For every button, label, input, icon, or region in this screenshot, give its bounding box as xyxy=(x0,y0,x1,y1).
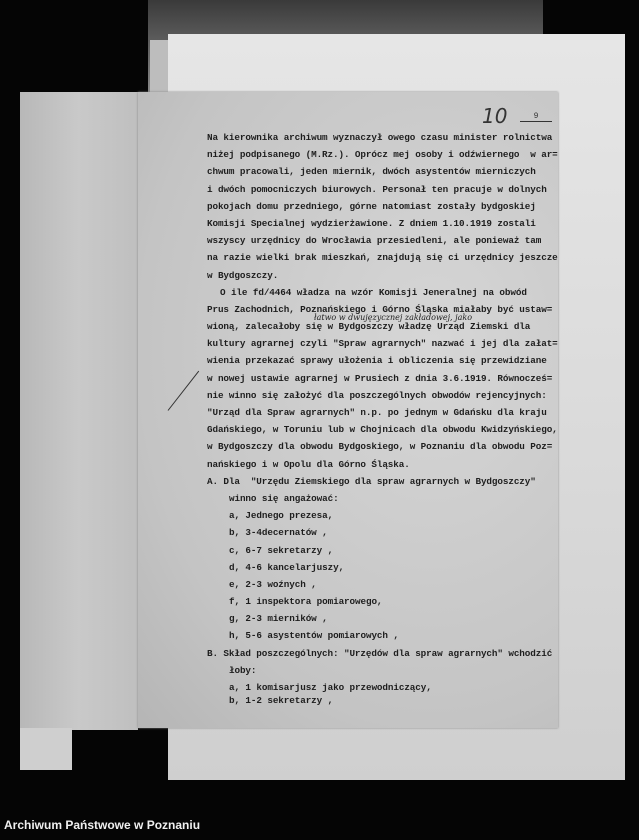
text-line: "Urząd dla Spraw agrarnych" n.p. po jednym w Gdańsku dla kraju xyxy=(207,407,547,418)
text-line: i dwóch pomocniczych biurowych. Personał ten pracuje w dolnych xyxy=(207,183,547,195)
text-line: Prus Zachodnich, Poznańskiego i Górno Śląska miałaby być ustaw= xyxy=(207,303,553,315)
text-line: Na kierownika archiwum wyznaczył owego czasu minister rolnictwa xyxy=(207,132,553,143)
list-item: c, 6-7 sekretarzy , xyxy=(229,544,334,556)
section-a-intro: winno się angażować: xyxy=(229,492,339,504)
text-line: w nowej ustawie agrarnej w Prusiech z dnia 3.6.1919. Równocześ= xyxy=(207,372,553,384)
text-line: chwum pracowali, jeden miernik, dwóch asystentów mierniczych xyxy=(207,166,536,178)
folio-number: 10 xyxy=(482,104,508,128)
text-line: pokojach domu przedniego, górne natomiast zostały bydgoskiej xyxy=(207,200,536,212)
handwritten-insertion: łatwo w dwujęzycznej zakładowej, jako xyxy=(314,313,473,322)
list-item: a, Jednego prezesa, xyxy=(229,510,334,522)
text-line: Gdańskiego, w Toruniu lub w Chojnicach dla obwodu Kwidzyńskiego, xyxy=(207,424,558,436)
text-line: nie winno się założyć dla poszczególnych obwodów rejencyjnych: xyxy=(207,389,547,401)
text-line: w Bydgoszczy. xyxy=(207,269,279,281)
text-line: wioną, zalecałoby się w Bydgoszczy władzę Urząd Ziemski dla xyxy=(207,321,531,333)
archive-caption: Archiwum Państwowe w Poznaniu xyxy=(4,818,201,832)
section-b-heading: B. Skład poszczególnych: "Urzędów dla spraw agrarnych" wchodzić xyxy=(207,647,553,659)
list-item: g, 2-3 mierników , xyxy=(229,613,328,625)
text-line: wszyscy urzędnicy do Wrocławia przesiedleni, ale ponieważ tam xyxy=(207,235,542,247)
folio-secondary: 9 xyxy=(520,112,552,122)
text-line: na razie wielki brak mieszkań, znajdują się ci urzędnicy jeszcze xyxy=(207,252,558,264)
text-line: w Bydgoszczy dla obwodu Bydgoskiego, w Poznaniu dla obwodu Poz= xyxy=(207,441,553,453)
left-page xyxy=(20,92,138,730)
list-item: b, 3-4decernatów , xyxy=(229,527,328,539)
text-line: O ile fd/4464 władza na wzór Komisji Jeneralnej na obwód xyxy=(220,286,527,298)
text-line: kultury agrarnej czyli "Spraw agrarnych" nazwać i jej dla załat= xyxy=(207,338,558,350)
list-item: h, 5-6 asystentów pomiarowych , xyxy=(229,630,399,642)
list-item: b, 1-2 sekretarzy , xyxy=(229,695,334,706)
text-line: niżej podpisanego (M.Rz.). Oprócz mej osoby i odźwiernego w ar= xyxy=(207,149,558,161)
text-line: Komisji Specialnej wydzierżawione. Z dniem 1.10.1919 zostali xyxy=(207,217,536,229)
left-page-tab xyxy=(20,728,72,770)
typed-text xyxy=(207,129,558,709)
list-item: e, 2-3 woźnych , xyxy=(229,578,317,590)
list-item: a, 1 komisarjusz jako przewodniczący, xyxy=(229,682,432,693)
text-line: nańskiego i w Opolu dla Górno Śląska. xyxy=(207,458,410,470)
text-line: wienia przekazać sprawy ułożenia i obliczenia się przewidziane xyxy=(207,355,547,367)
list-item: d, 4-6 kancelarjuszy, xyxy=(229,561,345,573)
list-item: f, 1 inspektora pomiarowego, xyxy=(229,596,383,608)
section-a-heading: A. Dla "Urzędu Ziemskiego dla spraw agrarnych w Bydgoszczy" xyxy=(207,475,536,487)
section-b-cont: łoby: xyxy=(229,664,257,676)
